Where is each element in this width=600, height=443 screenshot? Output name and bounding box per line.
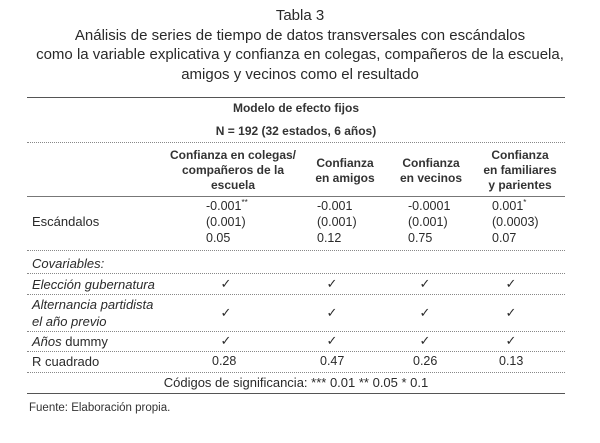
column-header-vecinos: Confianza en vecinos xyxy=(399,156,463,185)
check-alternancia-familiares: ✓ xyxy=(505,305,517,320)
escandalos-cell-colegas: -0.001** (0.001) 0.05 xyxy=(206,197,248,245)
divider-eleccion xyxy=(27,273,565,274)
table-number: Tabla 3 xyxy=(275,7,325,24)
escandalos-cell-familiares: 0.001* (0.0003) 0.07 xyxy=(492,197,539,245)
covariables-label: Covariables: xyxy=(32,256,105,271)
r2-amigos: 0.47 xyxy=(320,354,345,368)
column-header-amigos: Confianza en amigos xyxy=(315,156,375,185)
row-label-alternancia: Alternancia partidista el año previo xyxy=(32,297,154,329)
bottom-rule xyxy=(27,393,565,394)
check-alternancia-vecinos: ✓ xyxy=(419,305,431,320)
check-eleccion-amigos: ✓ xyxy=(326,276,338,291)
divider-significance xyxy=(27,372,565,373)
model-sample: N = 192 (32 estados, 6 años) xyxy=(215,124,377,138)
check-eleccion-vecinos: ✓ xyxy=(419,276,431,291)
column-header-familiares: Confianza en familiares y parientes xyxy=(483,148,557,192)
check-alternancia-colegas: ✓ xyxy=(220,305,232,320)
escandalos-cell-vecinos: -0.0001 (0.001) 0.75 xyxy=(408,199,451,245)
check-eleccion-colegas: ✓ xyxy=(220,276,232,291)
check-anios-vecinos: ✓ xyxy=(419,333,431,348)
table-caption xyxy=(0,6,600,84)
divider-covariables xyxy=(27,250,565,251)
divider-alternancia xyxy=(27,294,565,295)
caption-line-3: amigos y vecinos como el resultado xyxy=(181,65,419,83)
column-header-colegas: Confianza en colegas/ compañeros de la escuela xyxy=(169,148,297,192)
r2-vecinos: 0.26 xyxy=(413,354,438,368)
row-label-anios: Años dummy xyxy=(32,334,108,349)
check-alternancia-amigos: ✓ xyxy=(326,305,338,320)
r2-familiares: 0.13 xyxy=(499,354,524,368)
divider-r2 xyxy=(27,351,565,352)
divider-anios xyxy=(27,331,565,332)
significance-codes: Códigos de significancia: *** 0.01 ** 0.05 * 0.1 xyxy=(163,375,429,390)
source-note: Fuente: Elaboración propia. xyxy=(29,402,171,414)
row-label-eleccion: Elección gubernatura xyxy=(32,277,155,292)
caption-line-2: como la variable explicativa y confianza en colegas, compañeros de la escuela, xyxy=(36,46,564,63)
caption-line-1: Análisis de series de tiempo de datos transversales con escándalos xyxy=(74,26,526,44)
check-anios-amigos: ✓ xyxy=(326,333,338,348)
escandalos-cell-amigos: -0.001 (0.001) 0.12 xyxy=(317,199,357,245)
check-anios-familiares: ✓ xyxy=(505,333,517,348)
header-divider xyxy=(27,142,565,143)
r2-colegas: 0.28 xyxy=(212,354,237,368)
check-anios-colegas: ✓ xyxy=(220,333,232,348)
body-top-rule xyxy=(27,196,565,197)
top-rule xyxy=(27,97,565,98)
model-name: Modelo de efecto fijos xyxy=(232,101,359,115)
escandalos-label: Escándalos xyxy=(32,214,100,229)
check-eleccion-familiares: ✓ xyxy=(505,276,517,291)
r2-label: R cuadrado xyxy=(32,354,100,369)
